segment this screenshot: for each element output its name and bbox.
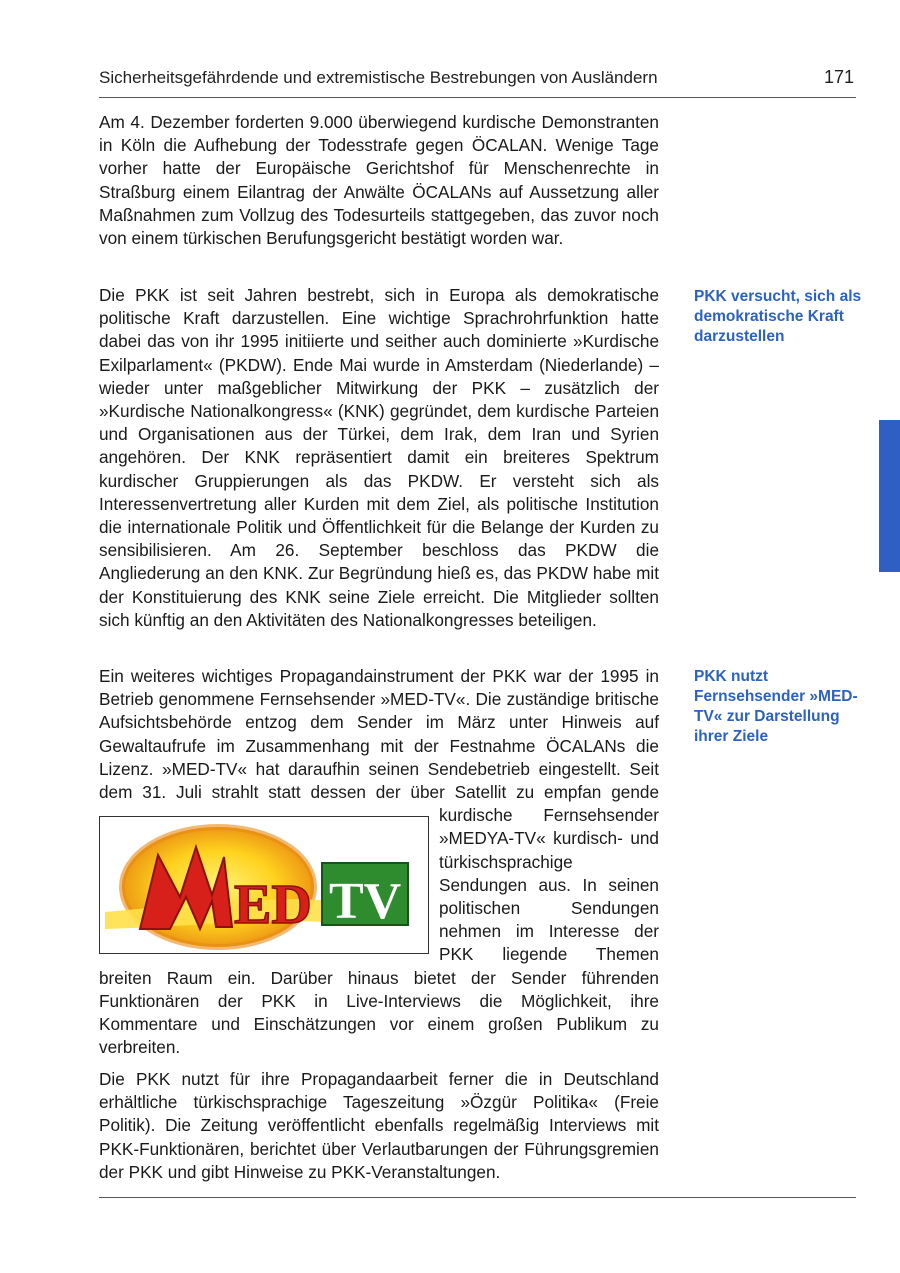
- paragraph-med-tv-text-rest: gende kurdische Fernsehsender »MEDYA-TV« kurdisch- und türkischsprachige Sendungen aus. In seinen politischen Sendungen nehmen im Interesse der PKK liegende Themen breiten Raum ein. Darüber hinaus bietet der Sender führenden Funktionären der PKK in Live-Interviews die Möglichkeit, ihre Kommentare und Einschätzungen vor einem großen Publikum zu verbreiten.: [99, 782, 659, 1058]
- paragraph-med-tv-text-start: Ein weiteres wichtiges Propagandainstrument der PKK war der 1995 in Betrieb genommene Fernsehsender »MED-TV«. Die zuständige britische Aufsichtsbehörde entzog dem Sender im März unter Hinweis auf Gewaltaufrufe im Zusammenhang mit der Festnahme ÖCALANs die Lizenz. »MED-TV« hat daraufhin seinen Sendebetrieb eingestellt. Seit dem 31. Juli strahlt statt dessen der über Satellit zu empfan: [99, 666, 659, 803]
- paragraph-demonstration: Am 4. Dezember forderten 9.000 überwiegend kurdische Demonstranten in Köln die Aufhebung der Todesstrafe gegen ÖCALAN. Wenige Tage vorher hatte der Europäische Gerichtshof für Menschenrechte in Straßburg einem Eilantrag der Anwälte ÖCALANs auf Aussetzung aller Maßnahmen zum Vollzug des Todesurteils stattgegeben, das zuvor noch von einem türkischen Berufungsgericht bestätigt worden war.: [99, 112, 659, 249]
- logo-ed-text: ED: [234, 874, 312, 937]
- paragraph-med-tv: [99, 665, 659, 1059]
- logo-tv-text: TV: [329, 873, 402, 931]
- header-divider: [99, 97, 856, 98]
- footer-divider: [99, 1197, 856, 1198]
- margin-note-democratic-force: PKK versucht, sich als demokratische Kraft darzustellen: [694, 288, 862, 345]
- running-header-title: Sicherheitsgefährdende und extremistische Bestrebungen von Ausländern: [99, 68, 658, 87]
- med-tv-logo-figure: [99, 816, 429, 954]
- paragraph-oezguer-politika: Die PKK nutzt für ihre Propagandaarbeit ferner die in Deutschland erhältliche türkischsprachige Tageszeitung »Özgür Politika« (Freie Politik). Die Zeitung veröffentlicht ebenfalls regelmäßig Interviews mit PKK-Funktionären, berichtet über Verlautbarungen der Führungsgremien der PKK und gibt Hinweise zu PKK-Veranstaltungen.: [99, 1069, 659, 1182]
- chapter-tab-marker: [879, 420, 900, 572]
- margin-note-med-tv: PKK nutzt Fernsehsender »MED-TV« zur Darstellung ihrer Ziele: [694, 668, 858, 745]
- med-tv-logo: [100, 817, 428, 953]
- page-number: 171: [823, 67, 854, 87]
- paragraph-pkdw-knk: Die PKK ist seit Jahren bestrebt, sich in Europa als demokratische politische Kraft darzustellen. Eine wichtige Sprachrohrfunktion hatte dabei das von ihr 1995 initiierte und seither auch dominierte »Kurdische Exilparlament« (PKDW). Ende Mai wurde in Amsterdam (Niederlande) – wieder unter maßgeblicher Mitwirkung der PKK – zusätzlich der »Kurdische Nationalkongress« (KNK) gegründet, dem kurdische Parteien und Organisationen aus der Türkei, dem Irak, dem Iran und Syrien angehören. Der KNK repräsentiert damit ein breiteres Spektrum kurdischer Gruppierungen als das PKDW. Er versteht sich als Interessenvertretung aller Kurden mit dem Ziel, als politische Institution die internationale Politik und Öffentlichkeit für die Belange der Kurden zu sensibilisieren. Am 26. September beschloss das PKDW die Angliederung an den KNK. Zur Begründung hieß es, das PKDW habe mit der Konstituierung des KNK seine Ziele erreicht. Die Mitglieder sollten sich künftig an den Aktivitäten des Nationalkongresses beteiligen.: [99, 285, 659, 630]
